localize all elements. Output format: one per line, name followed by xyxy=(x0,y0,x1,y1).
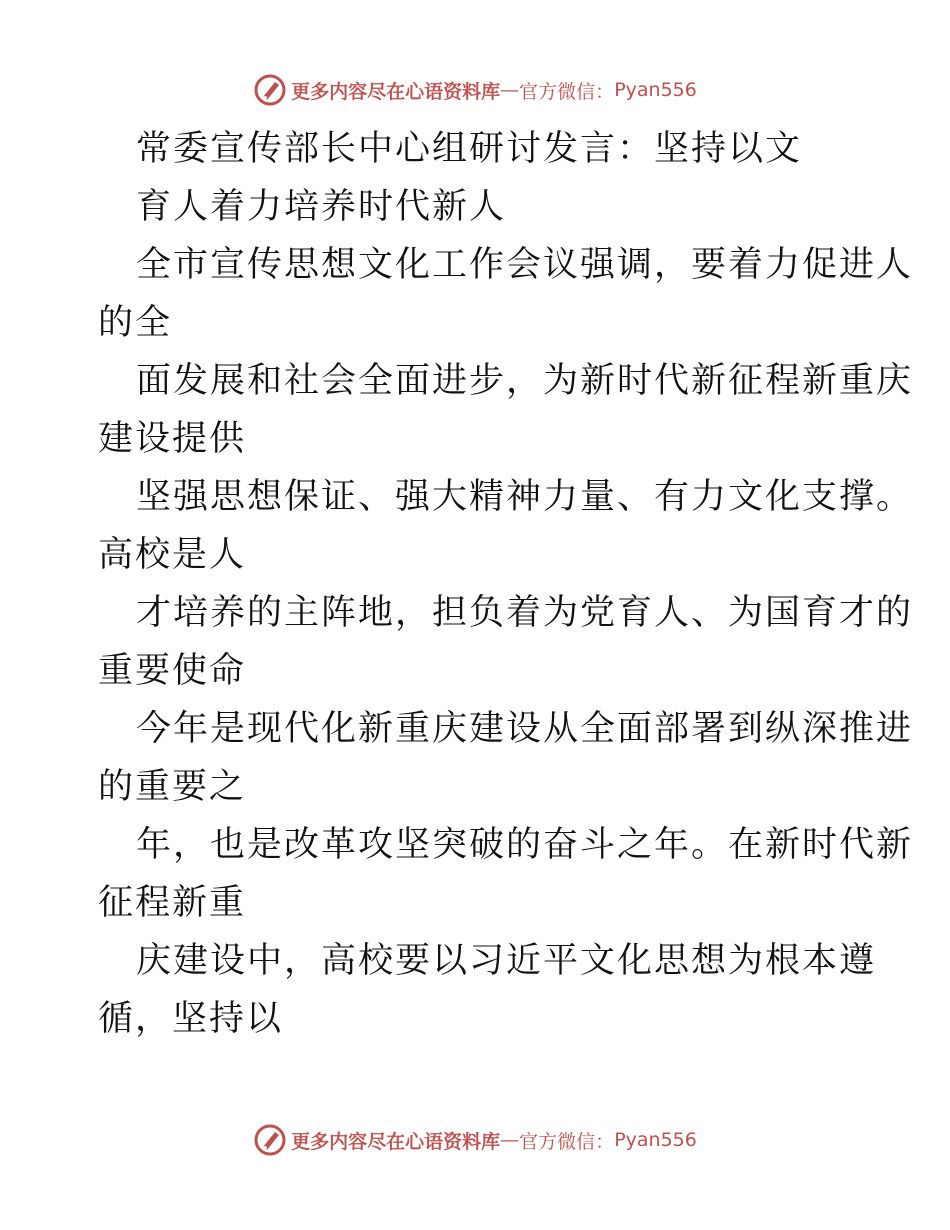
text-line: 征程新重 xyxy=(98,883,247,923)
pen-logo-icon xyxy=(253,1123,287,1157)
text-line: 建设提供 xyxy=(98,419,247,459)
text-line: 重要使命 xyxy=(98,651,247,691)
text-line: 才培养的主阵地，担负着为党育人、为国育才的 xyxy=(136,593,914,633)
banner-dash: — xyxy=(500,79,520,101)
pen-logo-icon xyxy=(253,73,287,107)
text-line: 循，坚持以 xyxy=(98,999,284,1039)
document-body xyxy=(98,120,914,1048)
text-line: 的全 xyxy=(98,303,173,343)
banner-wechat-id: Pyan556 xyxy=(614,79,697,101)
banner-wechat-label: 官方微信： xyxy=(519,1130,615,1153)
banner-title: 更多内容尽在心语资料库 xyxy=(291,1130,501,1153)
banner-dash: — xyxy=(500,1129,520,1151)
text-line: 常委宣传部长中心组研讨发言：坚持以文 xyxy=(136,129,803,169)
text-line: 全市宣传思想文化工作会议强调，要着力促进人 xyxy=(136,245,914,285)
text-line: 今年是现代化新重庆建设从全面部署到纵深推进 xyxy=(136,709,914,749)
banner-wechat-id: Pyan556 xyxy=(614,1129,697,1151)
text-line: 年，也是改革攻坚突破的奋斗之年。在新时代新 xyxy=(136,825,914,865)
text-line: 高校是人 xyxy=(98,535,247,575)
banner-title: 更多内容尽在心语资料库 xyxy=(291,80,501,103)
header-banner xyxy=(0,70,950,110)
text-line: 庆建设中，高校要以习近平文化思想为根本遵 xyxy=(136,941,877,981)
text-line: 的重要之 xyxy=(98,767,247,807)
text-line: 坚强思想保证、强大精神力量、有力文化支撑。 xyxy=(136,477,914,517)
banner-wechat-label: 官方微信： xyxy=(519,80,615,103)
text-line: 育人着力培养时代新人 xyxy=(136,187,507,227)
text-line: 面发展和社会全面进步，为新时代新征程新重庆 xyxy=(136,361,914,401)
footer-banner xyxy=(0,1120,950,1160)
